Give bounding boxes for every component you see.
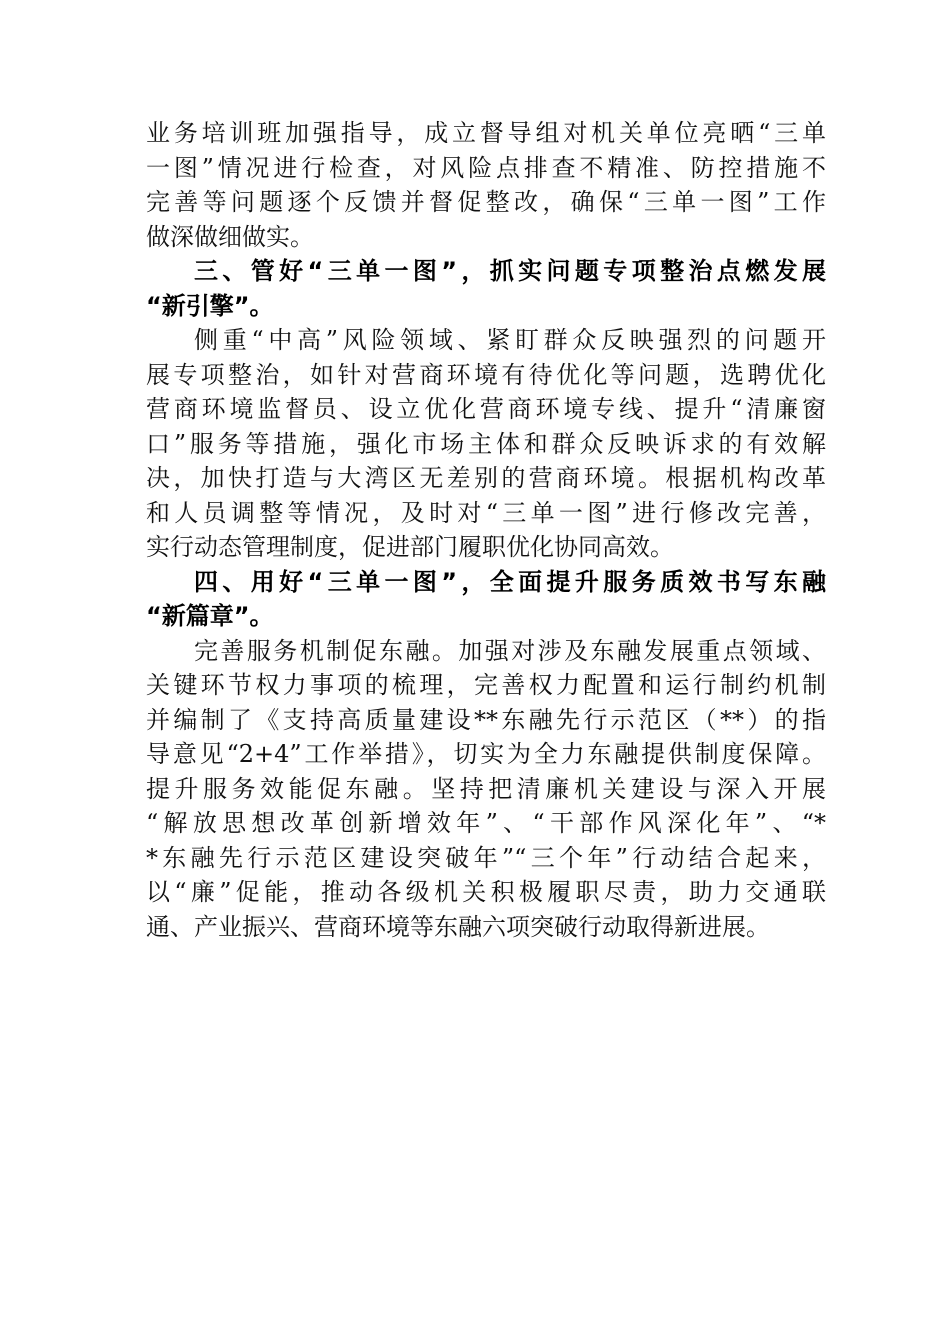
text-line: 关键环节权力事项的梳理，完善权力配置和运行制约机制 <box>146 671 826 699</box>
heading-line: “新篇章”。 <box>146 602 274 630</box>
text-line: 决，加快打造与大湾区无差别的营商环境。根据机构改革 <box>146 464 826 492</box>
heading-line: 四、用好“三单一图”，全面提升服务质效书写东融 <box>194 567 826 596</box>
heading-line: “新引擎”。 <box>146 291 274 320</box>
paragraph-3 <box>146 634 826 945</box>
document-body <box>146 116 826 944</box>
text-line: 以“廉”促能，推动各级机关积极履职尽责，助力交通联 <box>146 878 826 906</box>
section-heading-3 <box>146 254 826 323</box>
text-line: 展专项整治，如针对营商环境有待优化等问题，选聘优化 <box>146 360 826 389</box>
text-line: 完善等问题逐个反馈并督促整改，确保“三单一图”工作 <box>146 188 826 216</box>
paragraph-1 <box>146 116 826 254</box>
section-heading-4 <box>146 565 826 634</box>
text-line: “解放思想改革创新增效年”、“干部作风深化年”、“* <box>146 809 826 837</box>
text-line: 做深做细做实。 <box>146 222 314 251</box>
paragraph-2 <box>146 323 826 565</box>
text-line: 导意见“2+4”工作举措》，切实为全力东融提供制度保障。 <box>146 740 826 768</box>
heading-line: 三、管好“三单一图”，抓实问题专项整治点燃发展 <box>194 257 826 285</box>
text-line: 通、产业振兴、营商环境等东融六项突破行动取得新进展。 <box>146 912 770 941</box>
text-line: 完善服务机制促东融。加强对涉及东融发展重点领域、 <box>194 636 826 665</box>
text-line: 和人员调整等情况，及时对“三单一图”进行修改完善， <box>146 498 826 527</box>
text-line: 实行动态管理制度，促进部门履职优化协同高效。 <box>146 533 674 561</box>
text-line: 侧重“中高”风险领域、紧盯群众反映强烈的问题开 <box>194 326 826 354</box>
text-line: 业务培训班加强指导，成立督导组对机关单位亮晒“三单 <box>146 119 826 147</box>
text-line: 口”服务等措施，强化市场主体和群众反映诉求的有效解 <box>146 429 826 458</box>
text-line: 提升服务效能促东融。坚持把清廉机关建设与深入开展 <box>146 774 826 803</box>
text-line: 营商环境监督员、设立优化营商环境专线、提升“清廉窗 <box>146 395 826 423</box>
text-line: 一图”情况进行检查，对风险点排查不精准、防控措施不 <box>146 153 826 182</box>
text-line: 并编制了《支持高质量建设**东融先行示范区（**）的指 <box>146 705 826 734</box>
text-line: *东融先行示范区建设突破年”“三个年”行动结合起来， <box>146 843 826 872</box>
